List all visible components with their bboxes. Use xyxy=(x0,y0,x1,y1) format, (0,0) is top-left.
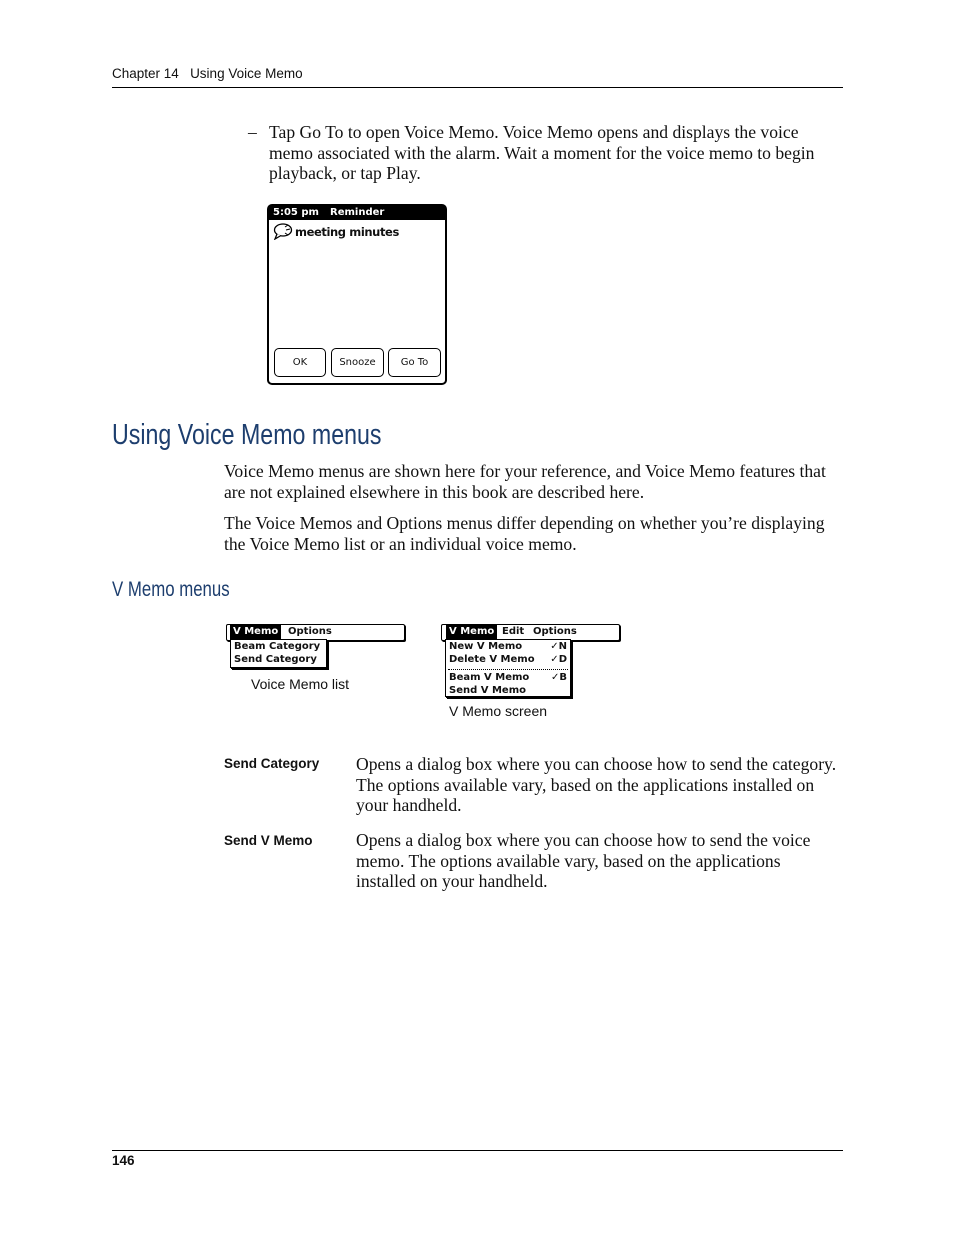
menu-item-delete-v-memo[interactable]: Delete V Memo xyxy=(449,654,535,665)
screen-menu-caption: V Memo screen xyxy=(449,703,548,719)
definition-text: Opens a dialog box where you can choose how to send the voice memo. The options available vary, based on the applications installed on your handheld. xyxy=(356,830,811,892)
go-to-button[interactable]: Go To xyxy=(388,348,441,377)
menu-edit[interactable]: Edit xyxy=(502,626,525,637)
shortcut-b xyxy=(551,671,567,684)
shortcut-stroke-icon: ✓ xyxy=(550,654,559,665)
reminder-time: 5:05 pm xyxy=(273,207,319,218)
running-header xyxy=(112,66,303,81)
menu-item-beam-v-memo[interactable]: Beam V Memo xyxy=(449,672,530,683)
screen-menu-dropdown xyxy=(445,639,571,697)
ok-button[interactable]: OK xyxy=(274,348,326,377)
menu-item-send-v-memo[interactable]: Send V Memo xyxy=(449,685,526,696)
reminder-title: Reminder xyxy=(330,207,385,218)
shortcut-d-label: D xyxy=(558,654,567,665)
section-para-2: The Voice Memos and Options menus differ depending on whether you’re displaying the Voice Memo list or an individual voice memo. xyxy=(224,513,825,554)
reminder-screen xyxy=(267,204,447,385)
menu-item-new-v-memo[interactable]: New V Memo xyxy=(449,641,523,652)
shortcut-d xyxy=(550,653,567,666)
section-para-1: Voice Memo menus are shown here for your reference, and Voice Memo features that are not explained elsewhere in this book are described here. xyxy=(224,461,826,502)
shortcut-n-label: N xyxy=(558,641,567,652)
list-menu-dropdown xyxy=(230,639,327,668)
subsection-heading: V Memo menus xyxy=(112,578,230,601)
speech-bubble-icon xyxy=(273,223,293,240)
definition-term: Send V Memo xyxy=(224,833,313,848)
header-title: Using Voice Memo xyxy=(190,66,303,81)
reminder-memo xyxy=(273,223,399,240)
shortcut-stroke-icon: ✓ xyxy=(550,672,560,683)
section-heading: Using Voice Memo menus xyxy=(112,419,382,451)
list-menu-caption: Voice Memo list xyxy=(251,676,350,692)
menu-v-memo-screen[interactable]: V Memo xyxy=(446,625,497,639)
footer-rule xyxy=(112,1150,843,1151)
menu-item-send-category[interactable]: Send Category xyxy=(234,654,317,665)
shortcut-n xyxy=(550,640,567,653)
step-bullet: – xyxy=(248,122,257,142)
step-text: Tap Go To to open Voice Memo. Voice Memo opens and displays the voice memo associated with the alarm. Wait a moment for the voice memo to begin playback, or tap Play. xyxy=(269,122,815,184)
definition-text: Opens a dialog box where you can choose how to send the category. The options available vary, based on the applications installed on your handheld. xyxy=(356,754,837,816)
header-rule xyxy=(112,87,843,88)
menu-item-beam-category[interactable]: Beam Category xyxy=(234,641,321,652)
page-number: 146 xyxy=(112,1153,135,1168)
shortcut-stroke-icon: ✓ xyxy=(550,641,559,652)
menu-options[interactable]: Options xyxy=(288,626,332,637)
header-chapter: Chapter 14 xyxy=(112,66,179,81)
reminder-memo-label: meeting minutes xyxy=(295,224,399,239)
snooze-button[interactable]: Snooze xyxy=(331,348,384,377)
reminder-titlebar xyxy=(269,206,445,220)
menu-options-screen[interactable]: Options xyxy=(533,626,577,637)
shortcut-b-label: B xyxy=(559,672,567,683)
definition-term: Send Category xyxy=(224,756,320,771)
menu-v-memo[interactable]: V Memo xyxy=(230,625,281,639)
